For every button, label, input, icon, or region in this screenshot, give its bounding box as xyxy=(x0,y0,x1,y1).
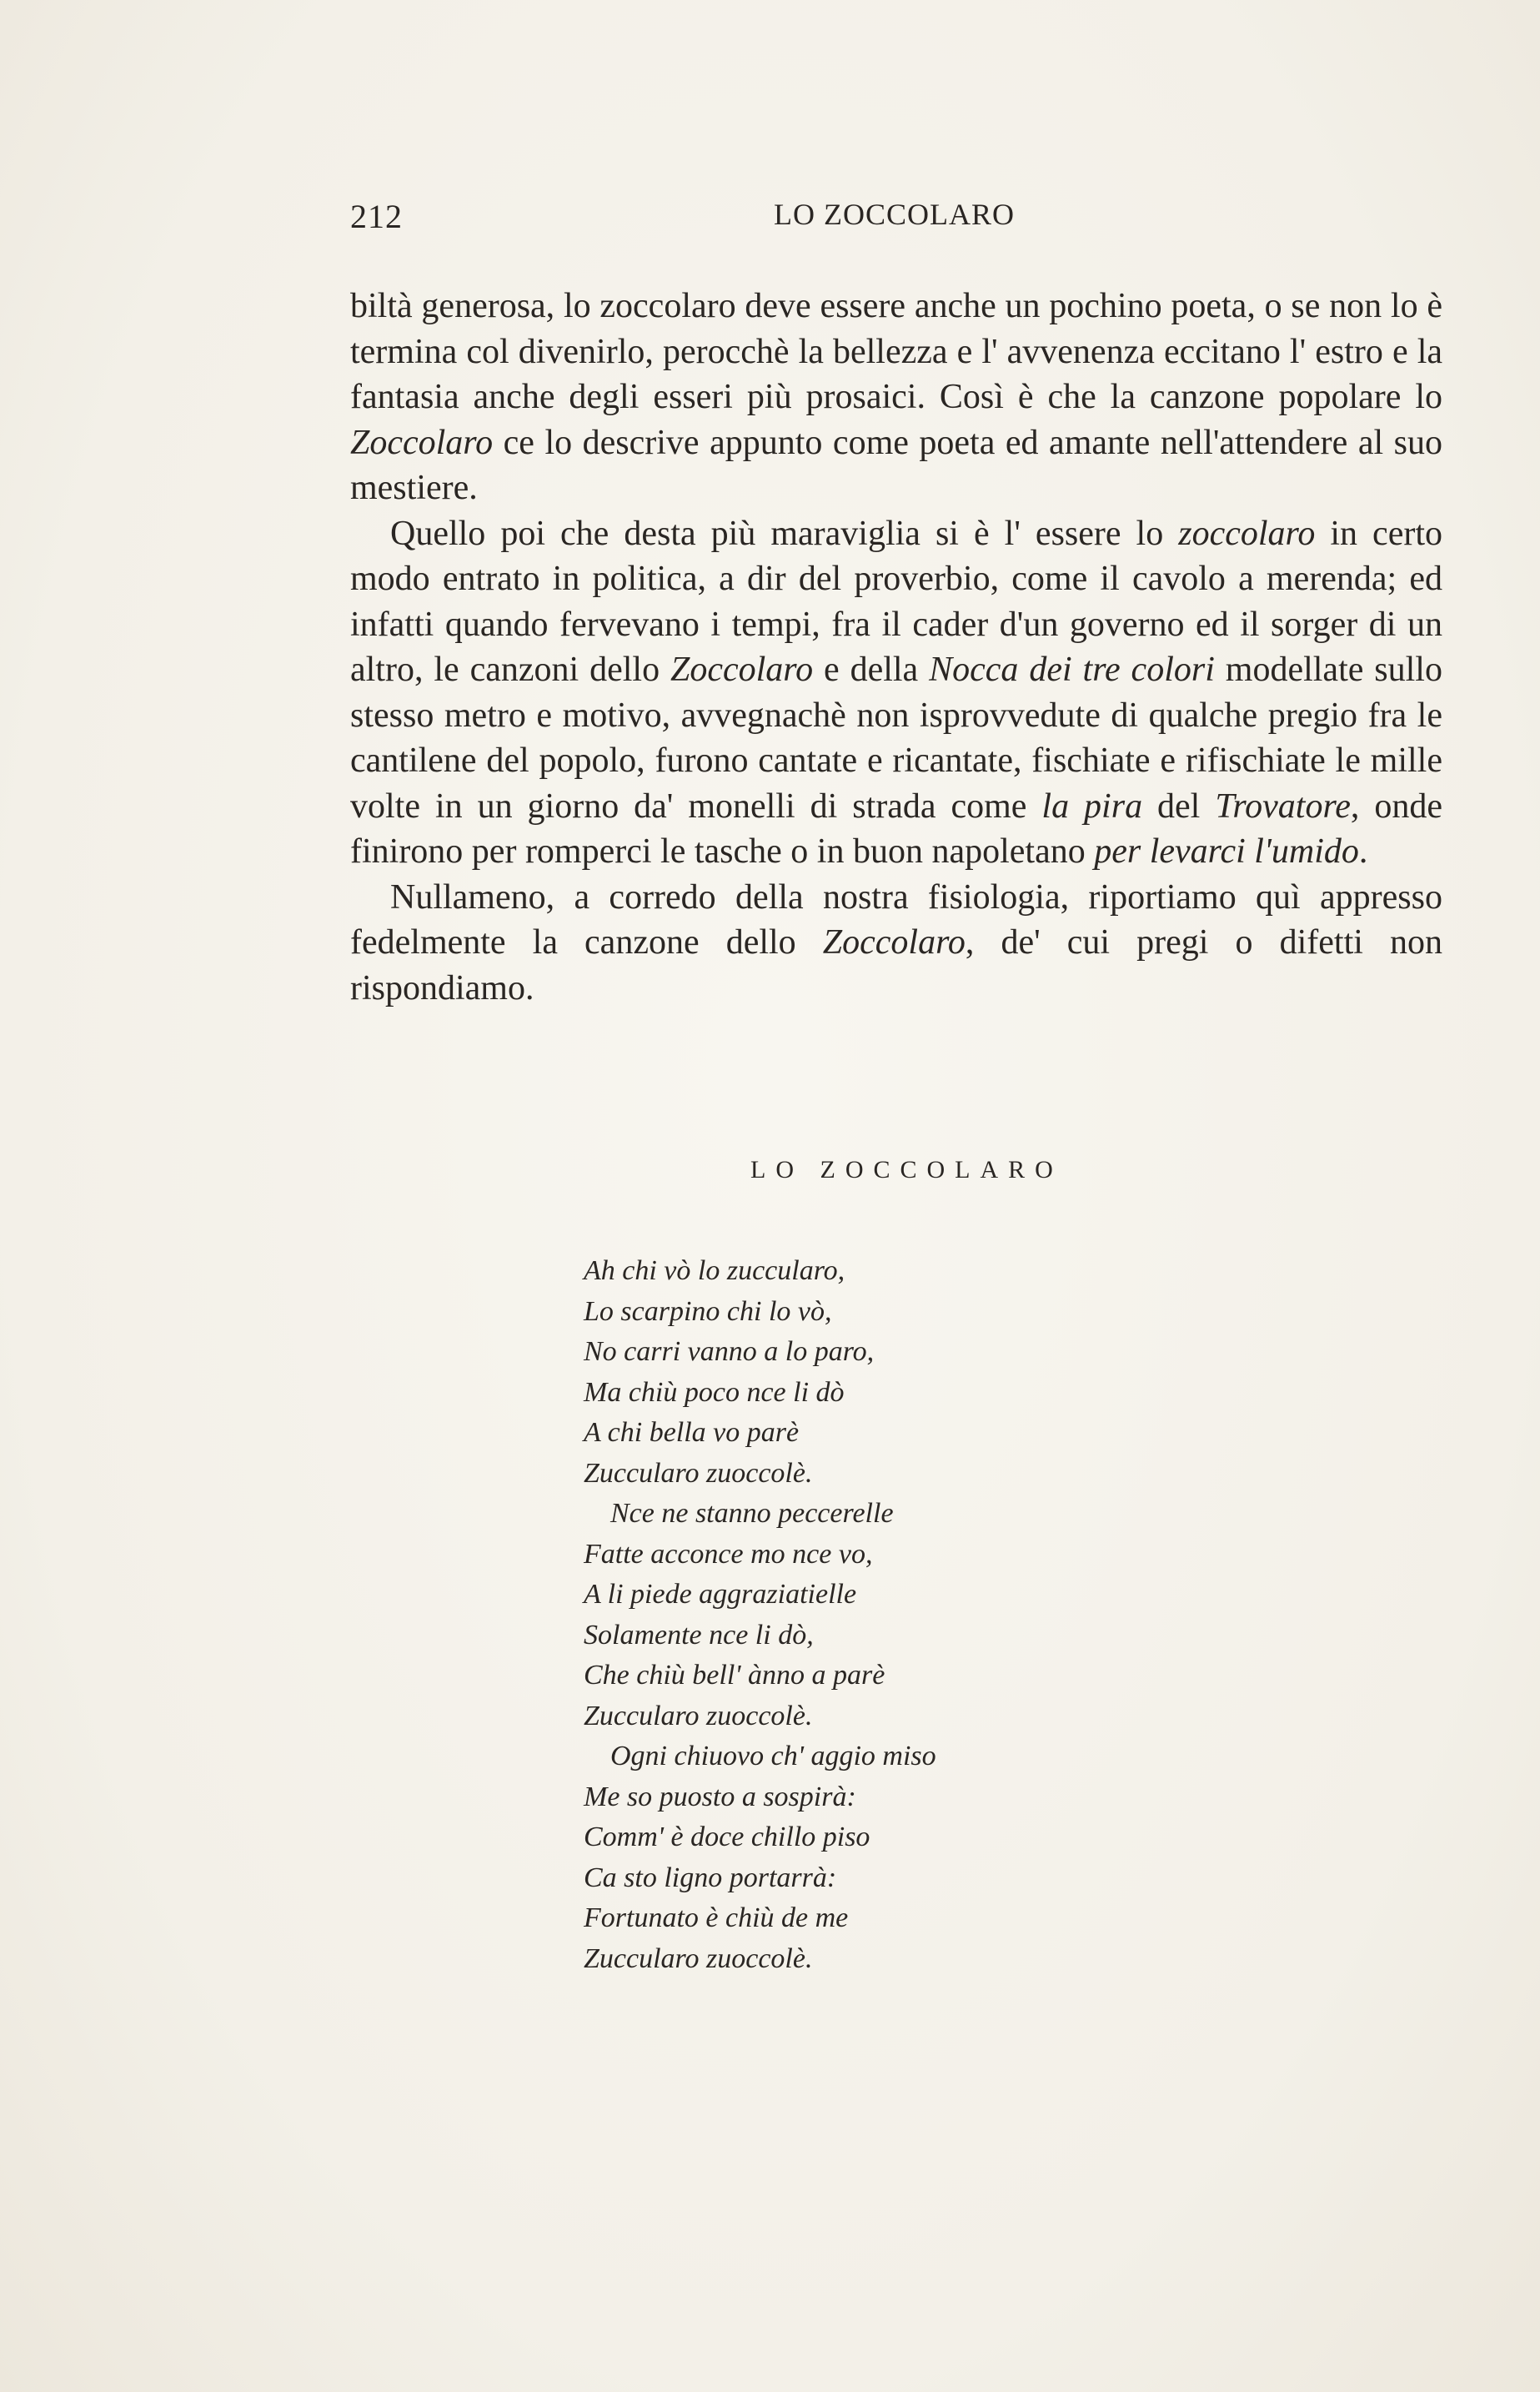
italic-run: Nocca dei tre colori xyxy=(929,651,1215,689)
poem-line: Fortunato è chiù de me xyxy=(584,1902,849,1933)
poem-title: LO ZOCCOLARO xyxy=(750,1156,1063,1183)
text-run: in certo modo entrato in politica, a dir del proverbio, come il cavolo a merenda; ed infatti quando fervevano i tempi, fra il cader d'un governo ed il sorger di un altro, le canzoni dello xyxy=(350,514,1442,689)
text-run: . xyxy=(1358,832,1368,871)
italic-run: Zoccolaro xyxy=(822,923,966,962)
italic-run: Trovatore xyxy=(1215,786,1351,826)
italic-run: Zoccolaro xyxy=(350,423,494,462)
text-run: e della xyxy=(813,651,930,689)
poem-line: Ah chi vò lo zuccularo, xyxy=(584,1255,845,1286)
poem-line: Zuccularo zuoccolè. xyxy=(584,1942,813,1974)
paragraph-1 xyxy=(350,284,1442,511)
body-text xyxy=(350,284,1442,1011)
italic-run: zoccolaro xyxy=(1178,514,1316,553)
text-run: ce lo descrive appunto come poeta ed amante nell'attendere al suo mestiere. xyxy=(350,423,1442,507)
paragraph-2 xyxy=(350,511,1442,875)
poem-line: Zuccularo zuoccolè. xyxy=(584,1457,813,1489)
paragraph-3 xyxy=(350,875,1442,1012)
poem xyxy=(584,1251,1167,1979)
page-header xyxy=(350,197,1434,239)
text-run: modellate sullo stesso metro e motivo, avvegnachè non isprovvedute di qualche pregio fra le cantilene del popolo, furono cantate e ricantate, fischiate e rifischiate le mille volte in un giorno da' monelli di strada come xyxy=(350,651,1442,826)
poem-line: No carri vanno a lo paro, xyxy=(584,1336,875,1367)
poem-line: Lo scarpino chi lo vò, xyxy=(584,1295,832,1327)
poem-line: Zuccularo zuoccolè. xyxy=(584,1700,813,1731)
poem-line: Ogni chiuovo ch' aggio miso xyxy=(610,1741,936,1771)
italic-run: per levarci l'umido xyxy=(1094,832,1359,871)
running-head: LO ZOCCOLARO xyxy=(774,198,1015,231)
text-run: , onde finirono per romperci le tasche o in buon napoletano xyxy=(350,786,1443,871)
poem-line: Me so puosto a sospirà: xyxy=(584,1781,856,1812)
italic-run: Zoccolaro xyxy=(670,651,814,689)
poem-line: Ma chiù poco nce li dò xyxy=(584,1376,845,1408)
poem-line: Fatte acconce mo nce vo, xyxy=(584,1538,873,1570)
poem-line: Che chiù bell' ànno a parè xyxy=(584,1660,885,1691)
poem-line: Ca sto ligno portarrà: xyxy=(584,1862,837,1893)
poem-line: A li piede aggraziatielle xyxy=(584,1579,857,1610)
poem-line: Solamente nce li dò, xyxy=(584,1619,814,1651)
text-run: Nullameno, a corredo della nostra fisiologia, riportiamo quì appresso fedelmente la canzone dello xyxy=(350,877,1442,962)
italic-run: la pira xyxy=(1041,786,1143,826)
text-run: , de' cui pregi o difetti non rispondiamo. xyxy=(350,923,1443,1008)
text-run: biltà generosa, lo zoccolaro deve essere anche un pochino poeta, o se non lo è termina col divenirlo, perocchè la bellezza e l' avvenenza eccitano l' estro e la fantasia anche degli esseri più prosaici. Così è che la canzone popolare lo xyxy=(350,287,1442,416)
poem-line: Nce ne stanno peccerelle xyxy=(610,1498,894,1529)
poem-line: Comm' è doce chillo piso xyxy=(584,1822,870,1852)
poem-line: A chi bella vo parè xyxy=(584,1417,800,1448)
page-number: 212 xyxy=(350,198,403,235)
text-run: del xyxy=(1142,786,1216,826)
text-run: Quello poi che desta più maraviglia si è l' essere lo xyxy=(390,514,1179,553)
